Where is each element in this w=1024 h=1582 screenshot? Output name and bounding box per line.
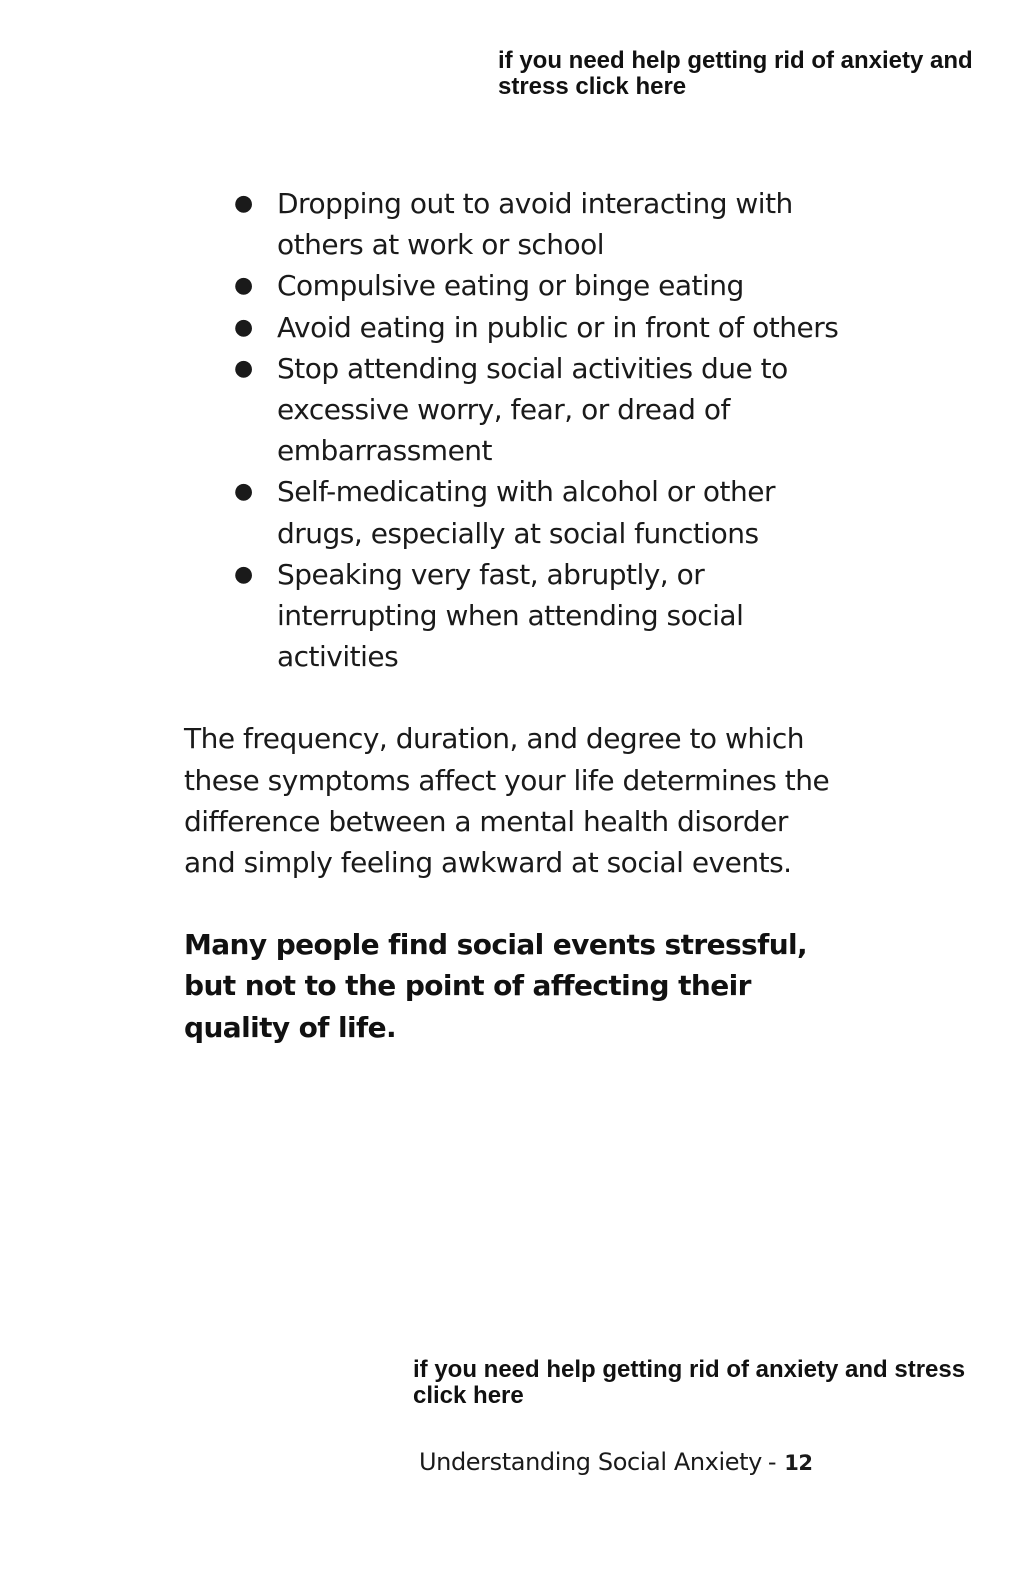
- bullet-icon: ●: [234, 479, 253, 505]
- footer-title: Understanding Social Anxiety: [419, 1448, 762, 1476]
- list-item-text: Dropping out to avoid interacting with others at work or school: [277, 187, 793, 262]
- list-item: [234, 183, 844, 265]
- list-item-text: Self-medicating with alcohol or other drugs, especially at social functions: [277, 475, 775, 550]
- page-footer: [419, 1446, 813, 1479]
- help-link-bottom[interactable]: if you need help getting rid of anxiety and stress click here: [413, 1356, 966, 1409]
- page-number: 12: [784, 1451, 813, 1475]
- help-link-top[interactable]: if you need help getting rid of anxiety and stress click here: [498, 47, 973, 100]
- symptom-list: [184, 183, 844, 677]
- list-item-text: Compulsive eating or binge eating: [277, 269, 744, 303]
- bullet-icon: ●: [234, 561, 253, 587]
- bullet-icon: ●: [234, 273, 253, 299]
- list-item-text: Speaking very fast, abruptly, or interrupting when attending social activities: [277, 557, 744, 674]
- list-item: [234, 348, 844, 472]
- page-content: [184, 183, 844, 1048]
- list-item-text: Avoid eating in public or in front of others: [277, 310, 839, 344]
- footer-separator: -: [767, 1448, 777, 1476]
- bullet-icon: ●: [234, 355, 253, 381]
- list-item: [234, 307, 844, 348]
- list-item: [234, 471, 844, 553]
- bullet-icon: ●: [234, 191, 253, 216]
- bullet-icon: ●: [234, 314, 253, 340]
- bold-paragraph: Many people find social events stressful, but not to the point of affecting their quality of life.: [184, 928, 808, 1044]
- list-item: [234, 265, 844, 306]
- list-item: [234, 554, 844, 678]
- list-item-text: Stop attending social activities due to excessive worry, fear, or dread of embarrassment: [277, 351, 788, 468]
- body-paragraph: The frequency, duration, and degree to which these symptoms affect your life determines the difference between a mental health disorder and simply feeling awkward at social events.: [184, 722, 830, 880]
